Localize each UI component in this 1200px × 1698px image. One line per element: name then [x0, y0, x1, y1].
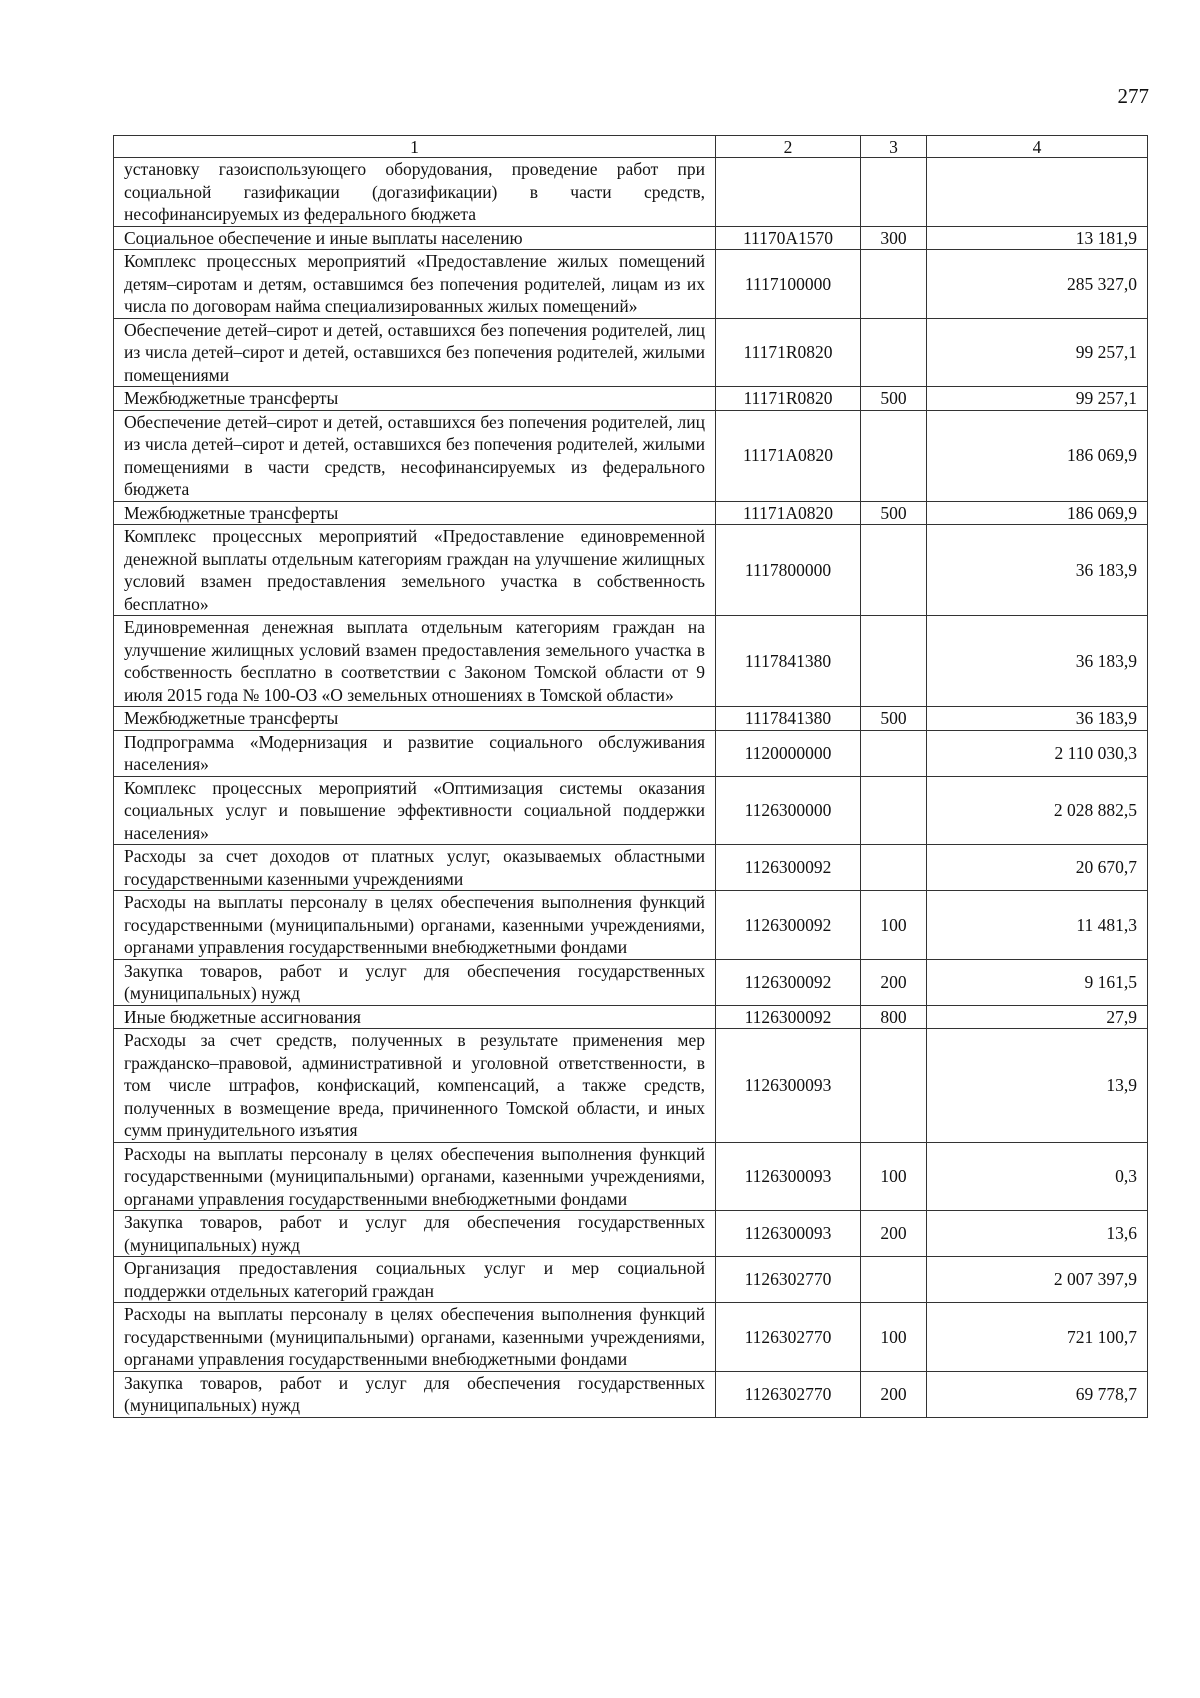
cell-type: 100: [861, 1142, 927, 1211]
table-row: [114, 616, 1148, 707]
cell-code: 1126300000: [716, 776, 861, 845]
cell-type: [861, 410, 927, 501]
cell-name: Закупка товаров, работ и услуг для обеспечения государственных (муниципальных) нужд: [114, 1211, 716, 1257]
cell-amount: 2 110 030,3: [927, 730, 1148, 776]
cell-code: 11171А0820: [716, 501, 861, 525]
table-row: [114, 410, 1148, 501]
cell-code: 1126302770: [716, 1257, 861, 1303]
cell-code: 11171А0820: [716, 410, 861, 501]
cell-type: 800: [861, 1005, 927, 1029]
cell-amount: 2 007 397,9: [927, 1257, 1148, 1303]
cell-amount: 721 100,7: [927, 1303, 1148, 1372]
cell-type: 200: [861, 1371, 927, 1417]
cell-type: [861, 730, 927, 776]
cell-type: 200: [861, 1211, 927, 1257]
cell-type: [861, 845, 927, 891]
cell-type: [861, 250, 927, 319]
cell-code: [716, 158, 861, 227]
cell-type: 100: [861, 891, 927, 960]
cell-amount: 285 327,0: [927, 250, 1148, 319]
cell-code: 11171R0820: [716, 318, 861, 387]
cell-amount: 20 670,7: [927, 845, 1148, 891]
cell-amount: 186 069,9: [927, 410, 1148, 501]
cell-type: [861, 318, 927, 387]
cell-code: 1117841380: [716, 616, 861, 707]
table-header-row: [114, 136, 1148, 158]
cell-code: 1126300093: [716, 1211, 861, 1257]
cell-name: Единовременная денежная выплата отдельным категориям граждан на улучшение жилищных условий взамен предоставления земельного участка в собственность бесплатно в соответствии с Законом Томской области от 9 июля 2015 года № 100-ОЗ «О земельных отношениях в Томской области»: [114, 616, 716, 707]
table-row: [114, 158, 1148, 227]
cell-type: [861, 616, 927, 707]
cell-name: Обеспечение детей–сирот и детей, оставшихся без попечения родителей, лиц из числа детей–сирот и детей, оставшихся без попечения родителей, жилыми помещениями: [114, 318, 716, 387]
cell-name: Закупка товаров, работ и услуг для обеспечения государственных (муниципальных) нужд: [114, 959, 716, 1005]
page-number: 277: [1117, 84, 1149, 108]
table-row: [114, 959, 1148, 1005]
cell-code: 1117100000: [716, 250, 861, 319]
cell-type: [861, 158, 927, 227]
cell-name: Расходы за счет доходов от платных услуг, оказываемых областными государственными казенными учреждениями: [114, 845, 716, 891]
cell-name: Иные бюджетные ассигнования: [114, 1005, 716, 1029]
cell-amount: 9 161,5: [927, 959, 1148, 1005]
cell-type: 500: [861, 707, 927, 731]
cell-amount: 13,9: [927, 1029, 1148, 1143]
cell-type: [861, 525, 927, 616]
cell-amount: 99 257,1: [927, 387, 1148, 411]
cell-code: 1126300093: [716, 1142, 861, 1211]
cell-amount: 13 181,9: [927, 226, 1148, 250]
cell-name: Межбюджетные трансферты: [114, 387, 716, 411]
table-row: [114, 387, 1148, 411]
cell-amount: 99 257,1: [927, 318, 1148, 387]
table-row: [114, 1211, 1148, 1257]
table-row: [114, 891, 1148, 960]
cell-amount: 69 778,7: [927, 1371, 1148, 1417]
table-row: [114, 318, 1148, 387]
table-row: [114, 250, 1148, 319]
table-row: [114, 1142, 1148, 1211]
table-row: [114, 1029, 1148, 1143]
cell-code: 1117800000: [716, 525, 861, 616]
cell-name: Комплекс процессных мероприятий «Предоставление единовременной денежной выплаты отдельным категориям граждан на улучшение жилищных условий взамен предоставления земельного участка в собственность бесплатно»: [114, 525, 716, 616]
cell-code: 1126300092: [716, 1005, 861, 1029]
budget-table: [113, 135, 1148, 1418]
cell-amount: 36 183,9: [927, 707, 1148, 731]
cell-name: установку газоиспользующего оборудования, проведение работ при социальной газификации (догазификации) в части средств, несофинансируемых из федерального бюджета: [114, 158, 716, 227]
cell-code: 1120000000: [716, 730, 861, 776]
table-row: [114, 1303, 1148, 1372]
table-row: [114, 776, 1148, 845]
table-row: [114, 1257, 1148, 1303]
cell-amount: 27,9: [927, 1005, 1148, 1029]
cell-code: 1126300092: [716, 891, 861, 960]
table-row: [114, 845, 1148, 891]
cell-amount: [927, 158, 1148, 227]
cell-name: Межбюджетные трансферты: [114, 707, 716, 731]
cell-amount: 13,6: [927, 1211, 1148, 1257]
table-row: [114, 1371, 1148, 1417]
cell-type: [861, 1029, 927, 1143]
cell-code: 1126302770: [716, 1303, 861, 1372]
cell-amount: 0,3: [927, 1142, 1148, 1211]
cell-type: 500: [861, 387, 927, 411]
cell-name: Социальное обеспечение и иные выплаты населению: [114, 226, 716, 250]
cell-type: 100: [861, 1303, 927, 1372]
cell-code: 1117841380: [716, 707, 861, 731]
column-header-3: 3: [861, 136, 927, 158]
cell-name: Расходы на выплаты персоналу в целях обеспечения выполнения функций государственными (муниципальными) органами, казенными учреждениями, органами управления государственными внебюджетными фондами: [114, 1303, 716, 1372]
cell-name: Комплекс процессных мероприятий «Оптимизация системы оказания социальных услуг и повышение эффективности социальной поддержки населения»: [114, 776, 716, 845]
cell-type: [861, 1257, 927, 1303]
cell-name: Организация предоставления социальных услуг и мер социальной поддержки отдельных категорий граждан: [114, 1257, 716, 1303]
cell-name: Расходы на выплаты персоналу в целях обеспечения выполнения функций государственными (муниципальными) органами, казенными учреждениями, органами управления государственными внебюджетными фондами: [114, 1142, 716, 1211]
table-row: [114, 501, 1148, 525]
cell-name: Подпрограмма «Модернизация и развитие социального обслуживания населения»: [114, 730, 716, 776]
cell-name: Закупка товаров, работ и услуг для обеспечения государственных (муниципальных) нужд: [114, 1371, 716, 1417]
cell-code: 11170А1570: [716, 226, 861, 250]
cell-code: 1126300092: [716, 959, 861, 1005]
cell-name: Расходы на выплаты персоналу в целях обеспечения выполнения функций государственными (муниципальными) органами, казенными учреждениями, органами управления государственными внебюджетными фондами: [114, 891, 716, 960]
cell-code: 1126302770: [716, 1371, 861, 1417]
cell-name: Обеспечение детей–сирот и детей, оставшихся без попечения родителей, лиц из числа детей–сирот и детей, оставшихся без попечения родителей, жилыми помещениями в части средств, несофинансируемых из федерального бюджета: [114, 410, 716, 501]
cell-code: 1126300092: [716, 845, 861, 891]
cell-code: 1126300093: [716, 1029, 861, 1143]
table-row: [114, 525, 1148, 616]
cell-type: [861, 776, 927, 845]
table-row: [114, 707, 1148, 731]
column-header-4: 4: [927, 136, 1148, 158]
cell-amount: 36 183,9: [927, 525, 1148, 616]
column-header-2: 2: [716, 136, 861, 158]
cell-name: Расходы за счет средств, полученных в результате применения мер гражданско–правовой, административной и уголовной ответственности, в том числе штрафов, конфискаций, компенсаций, а также средств, полученных в возмещение вреда, причиненного Томской области, и иных сумм принудительного изъятия: [114, 1029, 716, 1143]
cell-name: Межбюджетные трансферты: [114, 501, 716, 525]
column-header-1: 1: [114, 136, 716, 158]
table-row: [114, 226, 1148, 250]
cell-amount: 2 028 882,5: [927, 776, 1148, 845]
cell-code: 11171R0820: [716, 387, 861, 411]
cell-amount: 36 183,9: [927, 616, 1148, 707]
cell-type: 200: [861, 959, 927, 1005]
cell-type: 300: [861, 226, 927, 250]
cell-name: Комплекс процессных мероприятий «Предоставление жилых помещений детям–сиротам и детям, оставшимся без попечения родителей, лицам из их числа по договорам найма специализированных жилых помещений»: [114, 250, 716, 319]
cell-amount: 186 069,9: [927, 501, 1148, 525]
cell-amount: 11 481,3: [927, 891, 1148, 960]
table-row: [114, 1005, 1148, 1029]
table-row: [114, 730, 1148, 776]
cell-type: 500: [861, 501, 927, 525]
